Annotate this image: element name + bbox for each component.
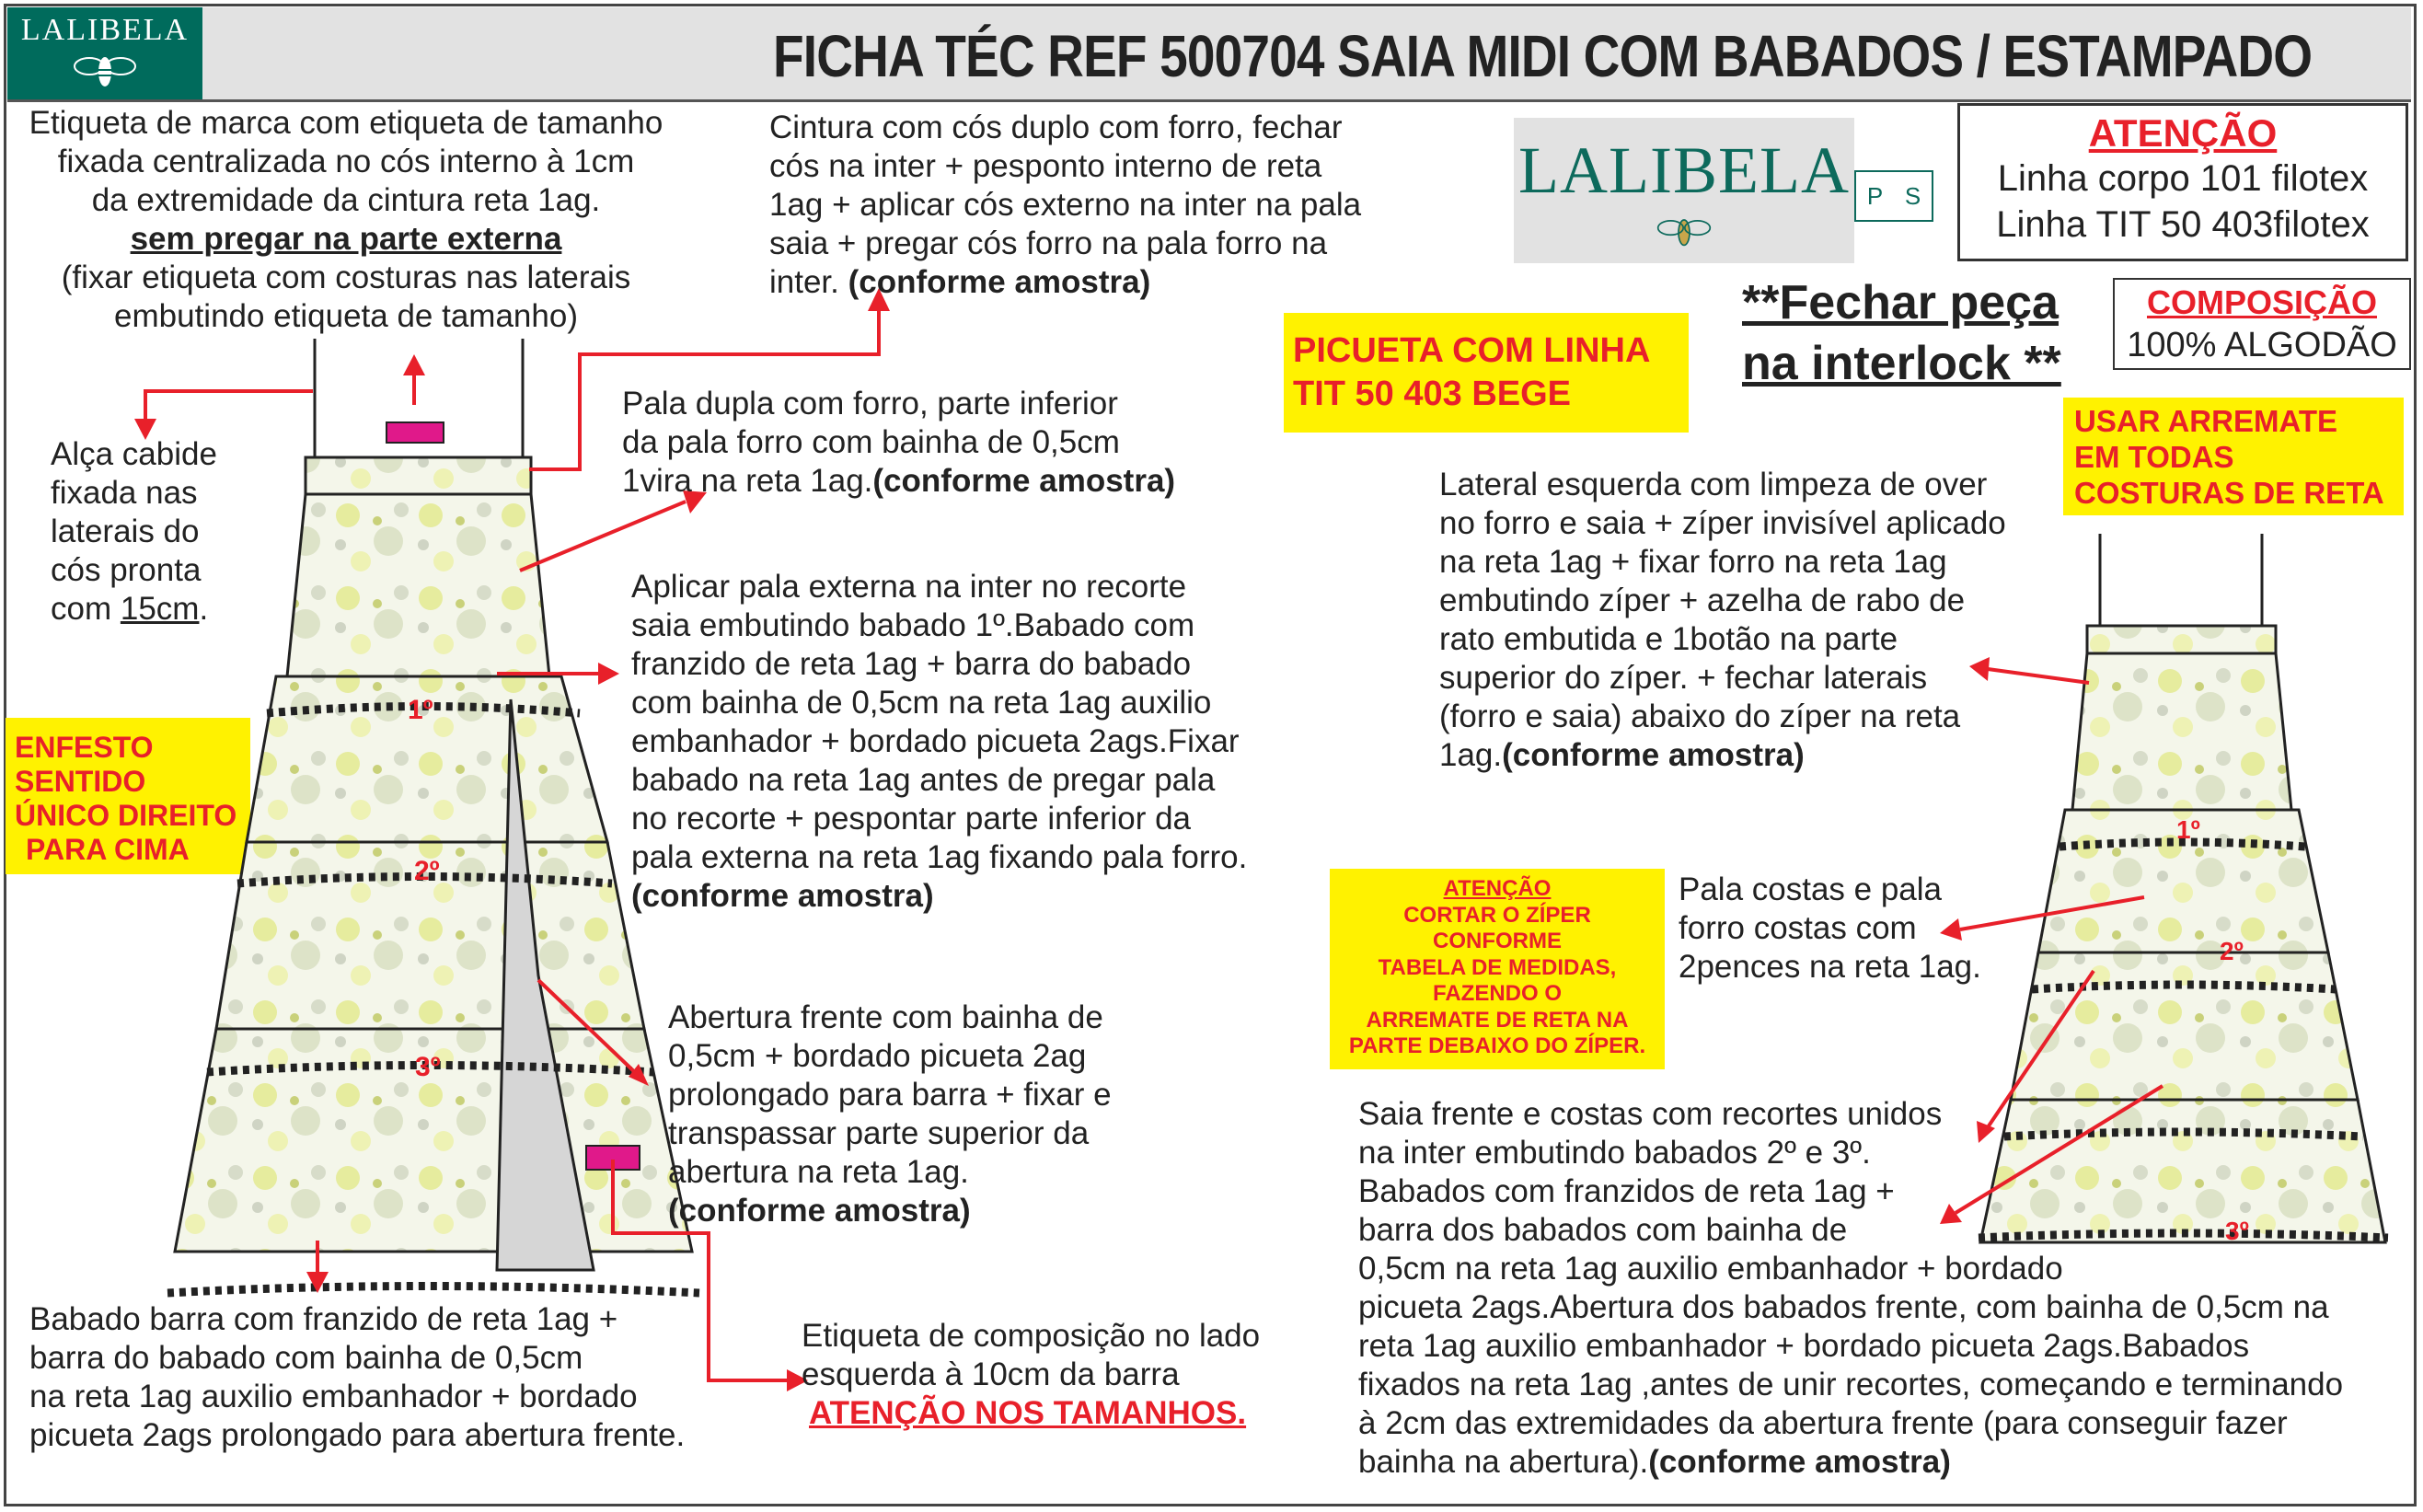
note-text: inter. xyxy=(769,264,848,300)
zipper-warning-title: ATENÇÃO xyxy=(1443,876,1552,901)
note-pala-costas xyxy=(1679,871,2047,987)
zipper-warning-line-2: CONFORME xyxy=(1433,929,1562,953)
note-saia-frente-costas xyxy=(1358,1095,2417,1482)
back-tier-label-1: 1º xyxy=(2176,815,2200,844)
note-line xyxy=(1358,1443,2417,1482)
attention-title: ATENÇÃO xyxy=(2088,111,2278,155)
composition-value: 100% ALGODÃO xyxy=(2127,326,2397,364)
note-line: forro costas com xyxy=(1679,910,1917,946)
zipper-warning-line-1: CORTAR O ZÍPER xyxy=(1403,902,1591,928)
size-label-icon xyxy=(387,422,444,443)
conforme-amostra: (conforme amostra) xyxy=(1648,1444,1951,1480)
note-line: picueta 2ags.Abertura dos babados frente, com bainha de 0,5cm na xyxy=(1358,1289,2329,1325)
conforme-amostra: (conforme amostra) xyxy=(848,264,1151,300)
note-etiqueta-composicao xyxy=(802,1317,1317,1433)
atencao-tamanhos: ATENÇÃO NOS TAMANHOS. xyxy=(809,1395,1247,1431)
note-line: cós na inter + pesponto interno de reta xyxy=(769,148,1322,184)
zipper-warning-line-3: TABELA DE MEDIDAS, xyxy=(1378,954,1617,980)
note-line: abertura na reta 1ag. xyxy=(668,1154,969,1190)
note-line: na reta 1ag auxilio embanhador + bordado xyxy=(29,1379,638,1414)
arrow-pala xyxy=(520,502,686,571)
note-line: Lateral esquerda com limpeza de over xyxy=(1439,467,1988,502)
note-line: Alça cabide xyxy=(51,436,217,472)
note-line: prolongado para barra + fixar e xyxy=(668,1077,1112,1113)
note-line: transpassar parte superior da xyxy=(668,1115,1090,1151)
note-line xyxy=(51,590,262,629)
note-line: saia embutindo babado 1º.Babado com xyxy=(631,607,1195,643)
note-abertura xyxy=(668,998,1183,1230)
picueta-line-1: PICUETA COM LINHA xyxy=(1293,331,1651,370)
note-line xyxy=(769,263,1432,302)
front-tier-label-1: 1º xyxy=(408,695,433,725)
note-text: 1ag. xyxy=(1439,737,1503,773)
note-line: Abertura frente com bainha de xyxy=(668,999,1103,1035)
note-line: superior do zíper. + fechar laterais xyxy=(1439,660,1928,696)
interlock-line-1: **Fechar peça xyxy=(1742,276,2059,329)
note-line: fixados na reta 1ag ,antes de unir recortes, começando e terminando xyxy=(1358,1367,2344,1402)
note-line: 1ag + aplicar cós externo na inter na pala xyxy=(769,187,1362,223)
note-line: Etiqueta de marca com etiqueta de tamanho xyxy=(29,105,663,141)
note-line: Pala costas e pala xyxy=(1679,871,1943,907)
note-text: com xyxy=(51,591,121,627)
conforme-amostra: (conforme amostra) xyxy=(668,1193,971,1229)
note-line: embutindo zíper + azelha de rabo de xyxy=(1439,583,1966,618)
note-line: 2pences na reta 1ag. xyxy=(1679,949,1981,985)
note-line: no forro e saia + zíper invisível aplicado xyxy=(1439,505,2006,541)
note-etiqueta-marca xyxy=(0,104,692,336)
note-line: Etiqueta de composição no lado xyxy=(802,1318,1261,1354)
arremate-line-2: EM TODAS xyxy=(2074,440,2234,474)
note-line: na inter embutindo babados 2º e 3º. xyxy=(1358,1135,1871,1171)
note-text: bainha na abertura). xyxy=(1358,1444,1649,1480)
note-line: na reta 1ag + fixar forro na reta 1ag xyxy=(1439,544,1947,580)
note-line: 0,5cm na reta 1ag auxilio embanhador + bordado xyxy=(1358,1251,2063,1287)
note-line: picueta 2ags prolongado para abertura frente. xyxy=(29,1417,686,1453)
note-line: Babado barra com franzido de reta 1ag + xyxy=(29,1301,618,1337)
brand-name-small: LALIBELA xyxy=(20,13,190,47)
note-line: com bainha de 0,5cm na reta 1ag auxilio xyxy=(631,685,1212,721)
ps-letter-p: P xyxy=(1866,181,1884,210)
note-line: babado na reta 1ag antes de pregar pala xyxy=(631,762,1216,798)
composition-title: COMPOSIÇÃO xyxy=(2146,283,2377,321)
brand-name-large: LALIBELA xyxy=(1518,133,1850,207)
note-line: da pala forro com bainha de 0,5cm xyxy=(622,424,1120,460)
note-line xyxy=(622,462,1285,501)
note-line: embutindo etiqueta de tamanho) xyxy=(114,298,578,334)
thread-tit-line: Linha TIT 50 403filotex xyxy=(1996,204,2370,245)
note-line: 0,5cm + bordado picueta 2ag xyxy=(668,1038,1087,1074)
note-line: pala externa na reta 1ag fixando pala forro. xyxy=(631,839,1248,875)
front-yoke xyxy=(287,494,549,676)
note-babado-barra xyxy=(29,1300,766,1455)
thread-body-line: Linha corpo 101 filotex xyxy=(1997,158,2369,199)
front-tier-label-2: 2º xyxy=(414,856,440,886)
note-line: fixada centralizada no cós interno à 1cm xyxy=(57,144,635,179)
note-line: barra do babado com bainha de 0,5cm xyxy=(29,1340,583,1376)
back-tier-2 xyxy=(2011,952,2358,1100)
note-measure: 15cm xyxy=(120,591,200,627)
note-line: barra dos babados com bainha de xyxy=(1358,1212,1848,1248)
note-line: Aplicar pala externa na inter no recorte xyxy=(631,569,1187,605)
note-line: Babados com franzidos de reta 1ag + xyxy=(1358,1173,1895,1209)
back-yoke xyxy=(2072,653,2291,810)
note-line: embanhador + bordado picueta 2ags.Fixar xyxy=(631,723,1240,759)
note-line: no recorte + pespontar parte inferior da xyxy=(631,801,1192,837)
conforme-amostra: (conforme amostra) xyxy=(631,878,934,914)
note-line: saia + pregar cós forro na pala forro na xyxy=(769,225,1328,261)
ps-letter-s: S xyxy=(1904,181,1921,210)
back-tier-label-2: 2º xyxy=(2220,937,2244,965)
note-line: franzido de reta 1ag + barra do babado xyxy=(631,646,1192,682)
note-line: Saia frente e costas com recortes unidos xyxy=(1358,1096,1943,1132)
picueta-line-2: TIT 50 403 BEGE xyxy=(1293,375,1572,413)
note-text: . xyxy=(199,591,209,627)
note-line: reta 1ag auxilio embanhador + bordado picueta 2ags.Babados xyxy=(1358,1328,2250,1364)
note-aplicar-pala xyxy=(631,568,1312,916)
conforme-amostra: (conforme amostra) xyxy=(872,463,1176,499)
note-line: cós pronta xyxy=(51,552,202,588)
enfesto-line-1: ENFESTO xyxy=(15,731,154,764)
note-line: Pala dupla com forro, parte inferior xyxy=(622,386,1118,421)
interlock-line-2: na interlock ** xyxy=(1742,337,2061,390)
note-line: da extremidade da cintura reta 1ag. xyxy=(91,182,601,218)
back-waistband xyxy=(2087,626,2276,653)
note-cintura xyxy=(769,109,1432,302)
note-line: rato embutida e 1botão na parte xyxy=(1439,621,1898,657)
front-waistband xyxy=(306,457,531,494)
note-line: laterais do xyxy=(51,514,200,549)
back-tier-label-3: 3º xyxy=(2225,1217,2249,1245)
zipper-warning-line-6: PARTE DEBAIXO DO ZÍPER. xyxy=(1348,1033,1646,1058)
note-line xyxy=(1439,736,2065,775)
note-line: à 2cm das extremidades da abertura frente (para conseguir fazer xyxy=(1358,1405,2288,1441)
note-text: 1vira na reta 1ag. xyxy=(622,463,873,499)
arrow-alca xyxy=(145,391,313,419)
note-line: (forro e saia) abaixo do zíper na reta xyxy=(1439,698,1961,734)
note-line: Cintura com cós duplo com forro, fechar xyxy=(769,110,1343,145)
note-line: esquerda à 10cm da barra xyxy=(802,1356,1180,1392)
conforme-amostra: (conforme amostra) xyxy=(1502,737,1805,773)
note-pala xyxy=(622,385,1285,501)
note-line: fixada nas xyxy=(51,475,198,511)
note-lateral xyxy=(1439,466,2065,775)
note-alca xyxy=(51,435,262,629)
enfesto-line-3: ÚNICO DIREITO xyxy=(15,799,237,832)
zipper-warning-line-4: FAZENDO O xyxy=(1432,981,1562,1006)
arremate-line-3: COSTURAS DE RETA xyxy=(2074,476,2384,510)
enfesto-line-4: PARA CIMA xyxy=(26,833,190,866)
note-line: (fixar etiqueta com costuras nas laterais xyxy=(61,260,631,295)
arremate-line-1: USAR ARREMATE xyxy=(2074,404,2337,438)
front-tier-label-3: 3º xyxy=(415,1052,441,1082)
page-title: FICHA TÉC REF 500704 SAIA MIDI COM BABADOS / ESTAMPADO xyxy=(773,23,2313,89)
note-line: sem pregar na parte externa xyxy=(130,221,562,257)
enfesto-line-2: SENTIDO xyxy=(15,765,146,798)
zipper-warning-line-5: ARREMATE DE RETA NA xyxy=(1366,1007,1629,1033)
